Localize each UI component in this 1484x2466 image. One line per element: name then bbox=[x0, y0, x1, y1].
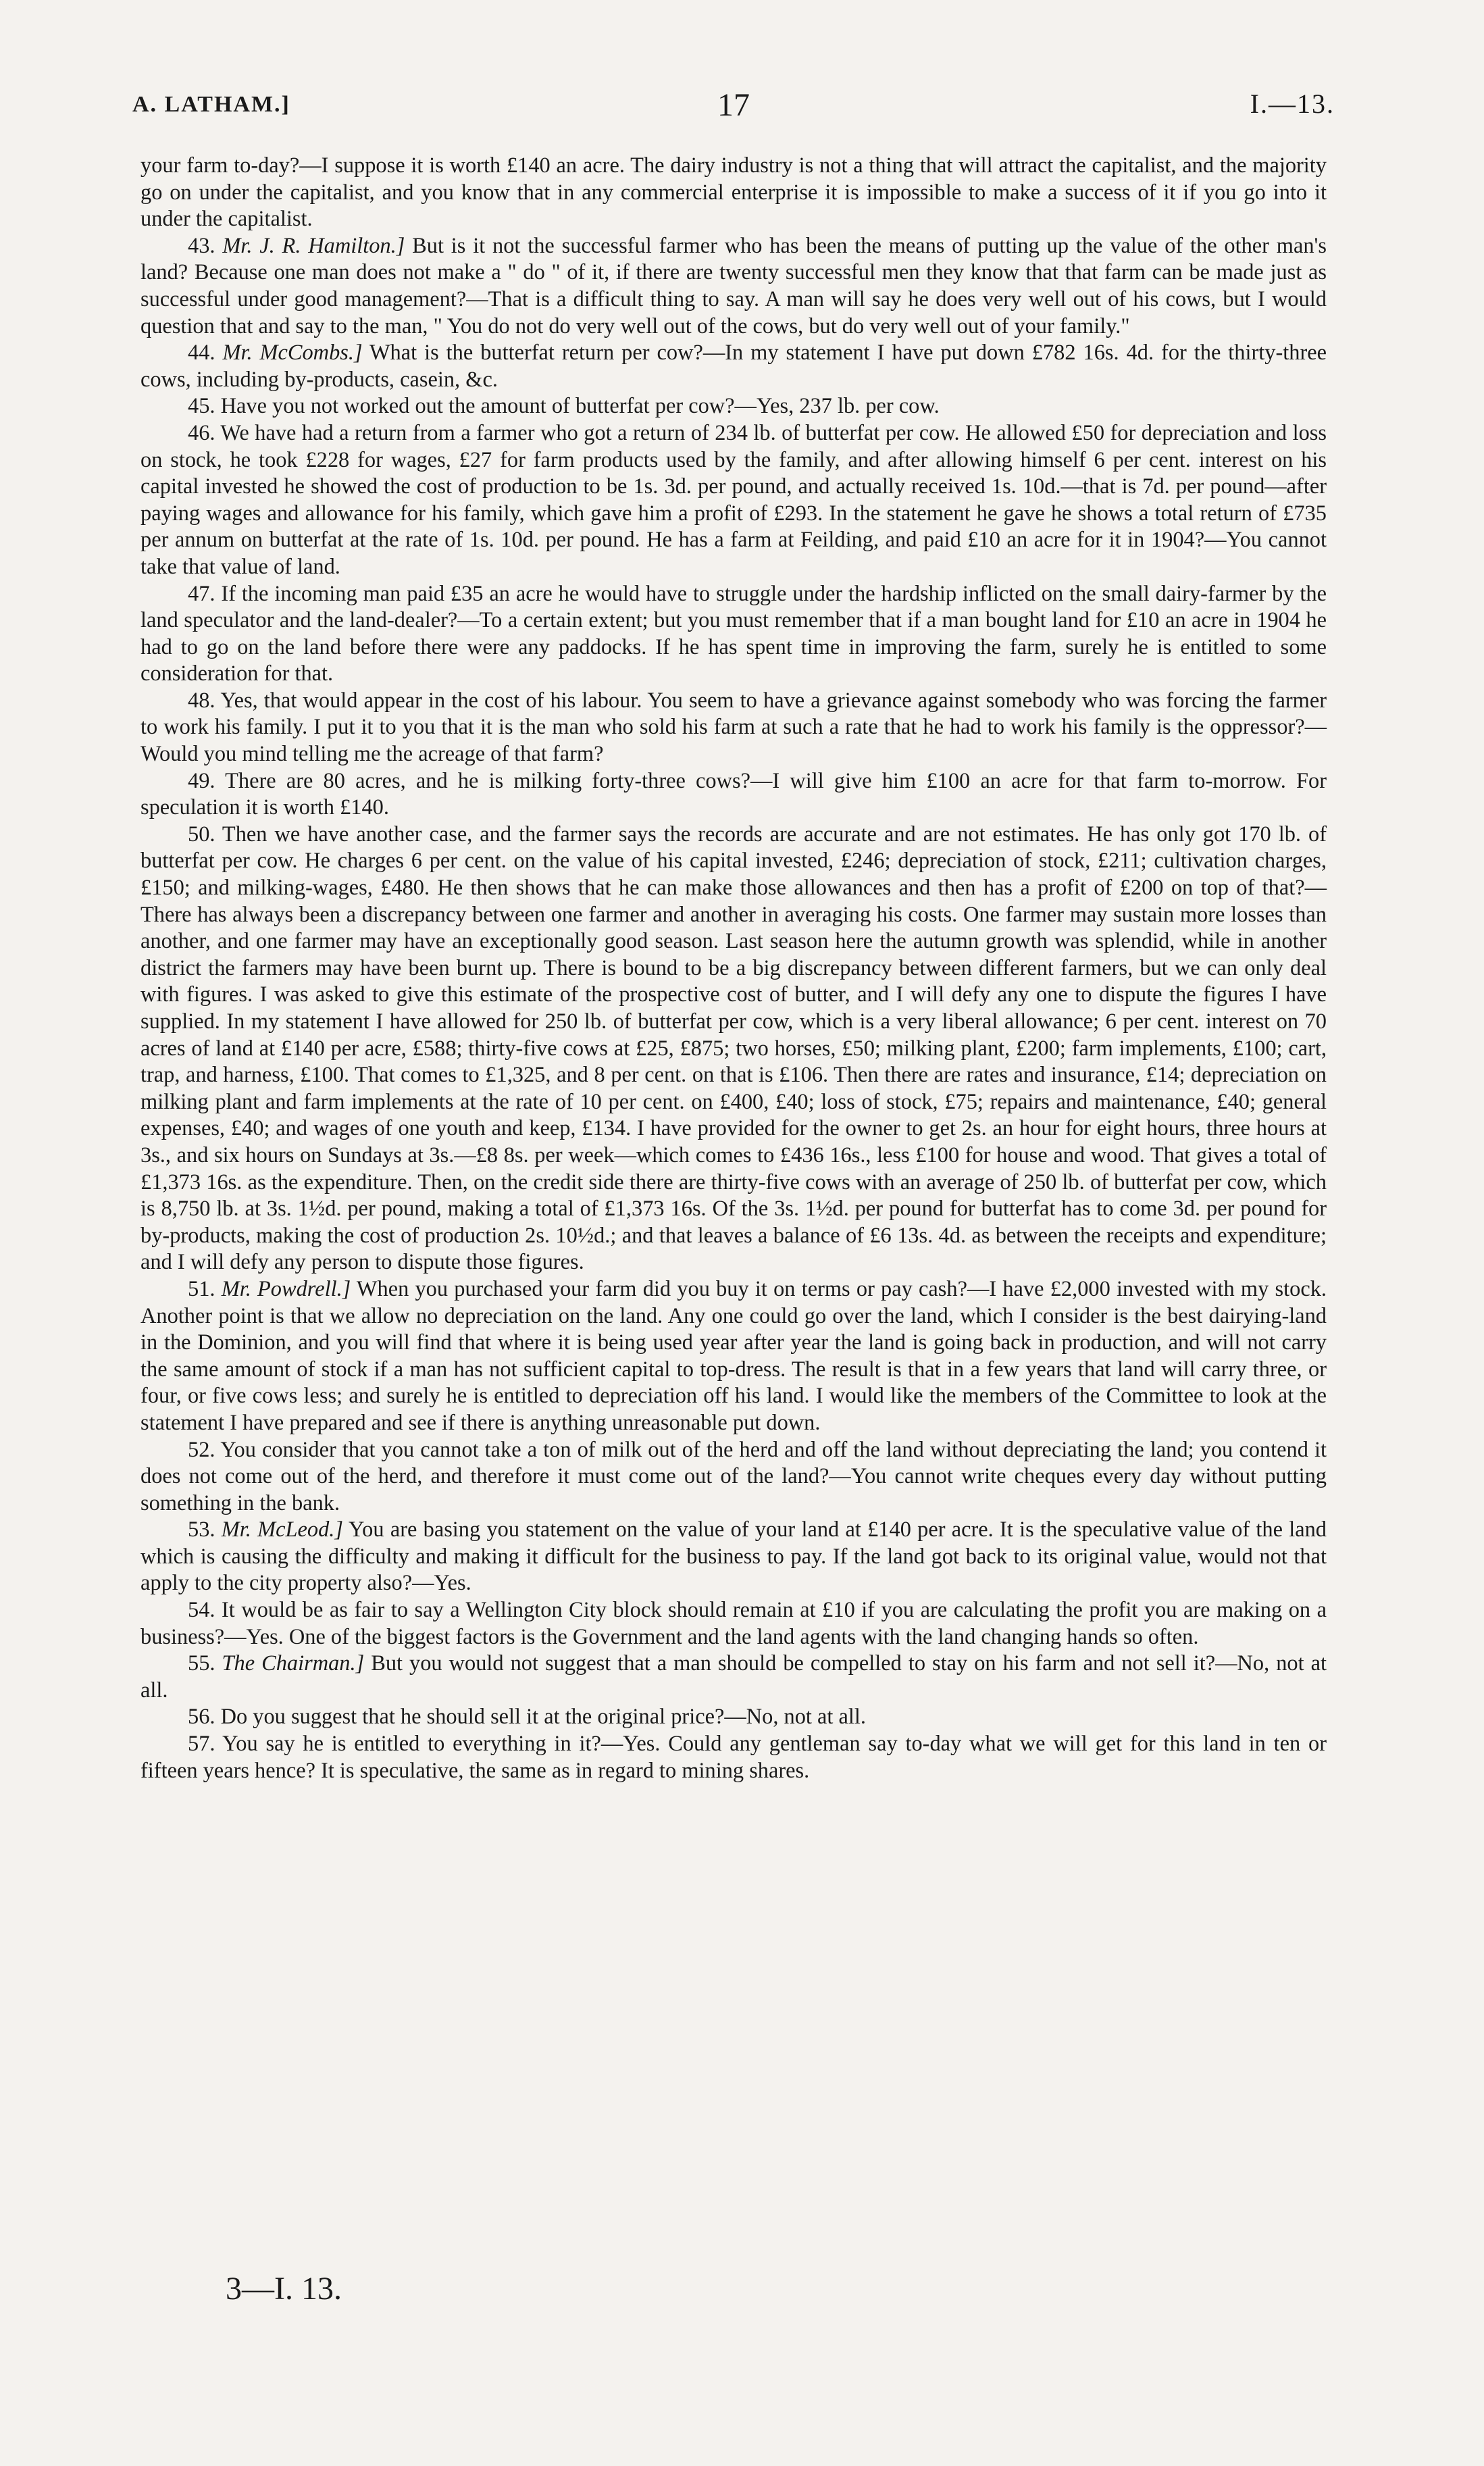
question-number: 55. bbox=[188, 1651, 215, 1676]
question-paragraph bbox=[140, 1704, 1327, 1731]
header-document-ref: I.—13. bbox=[1250, 89, 1335, 119]
paragraph-text: You are basing you statement on the value of your land at £140 per acre. It is the speculative value of the land which is causing the difficulty and making it difficult for the business to pay. If the land got back to its original value, would not that apply to the city property also?—Yes. bbox=[140, 1517, 1327, 1596]
paragraph-text: What is the butterfat return per cow?—In my statement I have put down £782 16s. 4d. for the thirty-three cows, including by-products, casein, &c. bbox=[140, 341, 1327, 392]
question-number: 51. bbox=[188, 1276, 215, 1301]
paragraph-text: If the incoming man paid £35 an acre he would have to struggle under the hardship inflicted on the small dairy-farmer by the land speculator and the land-dealer?—To a certain extent; but you must remember that if a man bought land for £10 an acre in 1904 he had to go on the land before there were any paddocks. If he has spent time in improving the farm, surely he is entitled to some consideration for that. bbox=[140, 581, 1327, 686]
speaker-name: Mr. McLeod.] bbox=[221, 1517, 343, 1542]
question-number: 49. bbox=[188, 768, 215, 793]
question-paragraph bbox=[140, 688, 1327, 768]
question-paragraph bbox=[140, 768, 1327, 822]
page-number: 17 bbox=[717, 87, 750, 123]
paragraph-text: Then we have another case, and the farmer says the records are accurate and are not estimates. He has only got 170 lb. of butterfat per cow. He charges 6 per cent. on the value of his capital invested, £246; depreciation of stock, £211; cultivation charges, £150; and milking-wages, £480. He then shows that he can make those allowances and then has a profit of £200 on top of that?—There has always been a discrepancy between one farmer and another in averaging his costs. One farmer may sustain more losses than another, and one farmer may have an exceptionally good season. Last season here the autumn growth was splendid, while in another district the farmers may have been burnt up. There is bound to be a big discrepancy between different farmers, but we can only deal with figures. I was asked to give this estimate of the prospective cost of butter, and I will defy any one to dispute the figures I have supplied. In my statement I have allowed for 250 lb. of butterfat per cow, which is a very liberal allowance; 6 per cent. interest on 70 acres of land at £140 per acre, £588; thirty-five cows at £25, £875; two horses, £50; milking plant, £200; farm implements, £100; cart, trap, and harness, £100. That comes to £1,325, and 8 per cent. on that is £106. Then there are rates and insurance, £14; depreciation on milking plant and farm implements at the rate of 10 per cent. on £400, £40; loss of stock, £75; repairs and maintenance, £40; general expenses, £40; and wages of one youth and keep, £134. I have provided for the owner to get 2s. an hour for eight hours, three hours at 3s., and six hours on Sundays at 3s.—£8 8s. per week—which comes to £436 16s., less £100 for house and wood. That gives a total of £1,373 16s. as the expenditure. Then, on the credit side there are thirty-five cows with an average of 250 lb. of butterfat per cow, which is 8,750 lb. at 3s. 1½d. per pound, making a total of £1,373 16s. Of the 3s. 1½d. per pound for butterfat has to come 3d. per pound for by-products, making the cost of production 2s. 10½d.; and that leaves a balance of £6 13s. 4d. as between the receipts and expenditure; and I will defy any person to dispute those figures. bbox=[140, 822, 1327, 1275]
paragraph-text: We have had a return from a farmer who got a return of 234 lb. of butterfat per cow. He allowed £50 for depreciation and loss on stock, he took £228 for wages, £27 for farm products used by the family, and after allowing himself 6 per cent. interest on his capital invested he showed the cost of production to be 1s. 3d. per pound, and actually received 1s. 10d.—that is 7d. per pound—after paying wages and allowance for his family, which gave him a profit of £293. In the statement he gave he shows a total return of £735 per annum on butterfat at the rate of 1s. 10d. per pound. He has a farm at Feilding, and paid £10 an acre for it in 1904?—You cannot take that value of land. bbox=[140, 420, 1327, 579]
question-paragraph bbox=[140, 1437, 1327, 1517]
paragraph-text: your farm to-day?—I suppose it is worth £140 an acre. The dairy industry is not a thing that will attract the capitalist, and the majority go on under the capitalist, and you know that in any commercial enterprise it is impossible to make a success of it if you go into it under the capitalist. bbox=[140, 153, 1327, 232]
page-header bbox=[132, 86, 1335, 127]
speaker-name: Mr. J. R. Hamilton.] bbox=[222, 233, 405, 258]
paragraph-text: But is it not the successful farmer who has been the means of putting up the value of the other man's land? Because one man does not make a " do " of it, if there are twenty successful men they know that that farm can be made just as successful under good management?—That is a difficult thing to say. A man will say he does very well out of his cows, but I would question that and say to the man, " You do not do very well out of the cows, but do very well out of your family." bbox=[140, 233, 1327, 338]
question-paragraph bbox=[140, 581, 1327, 688]
question-paragraph bbox=[140, 393, 1327, 420]
speaker-name: The Chairman.] bbox=[222, 1651, 365, 1676]
paragraph-text: When you purchased your farm did you buy it on terms or pay cash?—I have £2,000 invested with my stock. Another point is that we allow no depreciation on the land. Any one could go over the land, which I consider is the best dairying-land in the Dominion, and you will find that where it is being used year after year the land is going back in production, and will not carry the same amount of stock if a man has not sufficient capital to top-dress. The result is that in a few years that land will carry three, or four, or five cows less; and surely he is entitled to depreciation off his land. I would like the members of the Committee to look at the statement I have prepared and see if there is anything unreasonable put down. bbox=[140, 1276, 1327, 1435]
speaker-name: Mr. Powdrell.] bbox=[221, 1276, 351, 1301]
paragraph-text: There are 80 acres, and he is milking forty-three cows?—I will give him £100 an acre for that farm to-morrow. For speculation it is worth £140. bbox=[140, 768, 1327, 820]
question-paragraph bbox=[140, 233, 1327, 340]
header-witness-name: A. LATHAM.] bbox=[132, 92, 290, 117]
question-number: 48. bbox=[188, 688, 215, 713]
question-number: 50. bbox=[188, 822, 215, 847]
question-number: 46. bbox=[188, 420, 215, 445]
question-number: 57. bbox=[188, 1732, 215, 1757]
paragraph-text: Have you not worked out the amount of butterfat per cow?—Yes, 237 lb. per cow. bbox=[220, 394, 940, 419]
question-number: 54. bbox=[188, 1598, 215, 1623]
signature-mark: 3—I. 13. bbox=[226, 2271, 342, 2307]
question-paragraph bbox=[140, 420, 1327, 581]
question-number: 45. bbox=[188, 394, 215, 419]
question-number: 53. bbox=[188, 1517, 215, 1542]
paragraph-text: You say he is entitled to everything in it?—Yes. Could any gentleman say to-day what we will get for this land in ten or fifteen years hence? It is speculative, the same as in regard to mining shares. bbox=[140, 1732, 1327, 1783]
question-paragraph bbox=[140, 1651, 1327, 1704]
question-number: 56. bbox=[188, 1705, 215, 1730]
question-paragraph bbox=[140, 1731, 1327, 1784]
paragraph-text: Do you suggest that he should sell it at the original price?—No, not at all. bbox=[220, 1705, 866, 1730]
question-paragraph bbox=[140, 1517, 1327, 1597]
question-paragraph bbox=[140, 340, 1327, 393]
paragraph-text: It would be as fair to say a Wellington City block should remain at £10 if you are calculating the profit you are making on a business?—Yes. One of the biggest factors is the Government and the land agents with the land changing hands so often. bbox=[140, 1598, 1327, 1649]
evidence-text bbox=[140, 153, 1327, 1784]
question-paragraph bbox=[140, 1276, 1327, 1437]
paragraph-text: Yes, that would appear in the cost of his labour. You seem to have a grievance against somebody who was forcing the farmer to work his family. I put it to you that it is the man who sold his farm at such a rate that he had to work his family is the oppressor?—Would you mind telling me the acreage of that farm? bbox=[140, 688, 1327, 767]
question-number: 52. bbox=[188, 1437, 215, 1462]
question-number: 43. bbox=[188, 233, 215, 258]
question-paragraph bbox=[140, 822, 1327, 1276]
question-paragraph bbox=[140, 153, 1327, 233]
speaker-name: Mr. McCombs.] bbox=[222, 341, 363, 366]
question-number: 47. bbox=[188, 581, 215, 606]
question-number: 44. bbox=[188, 341, 215, 366]
question-paragraph bbox=[140, 1597, 1327, 1651]
paragraph-text: But you would not suggest that a man should be compelled to stay on his farm and not sell it?—No, not at all. bbox=[140, 1651, 1327, 1703]
paragraph-text: You consider that you cannot take a ton of milk out of the herd and off the land without depreciating the land; you contend it does not come out of the herd, and therefore it must come out of the land?—You cannot write cheques every day without putting something in the bank. bbox=[140, 1437, 1327, 1515]
